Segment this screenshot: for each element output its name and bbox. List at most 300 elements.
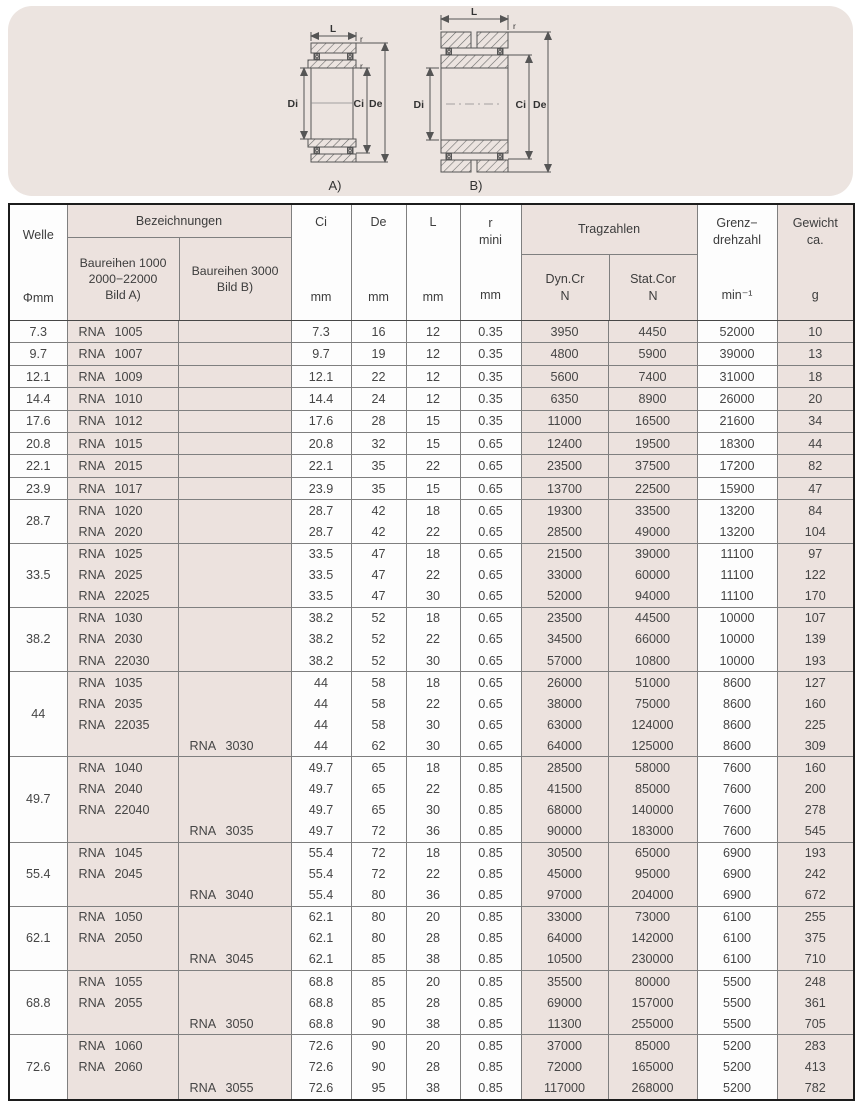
designation-a-cell <box>67 650 178 672</box>
welle-value: 38.2 <box>9 607 67 671</box>
welle-value: 72.6 <box>9 1035 67 1100</box>
welle-value: 14.4 <box>9 388 67 410</box>
grenzdrehzahl-value: 5200 <box>697 1057 777 1078</box>
l-value: 12 <box>406 365 460 387</box>
dyn-cr-value: 63000 <box>521 714 608 735</box>
designation-prefix: RNA <box>78 1060 106 1075</box>
grenzdrehzahl-value: 10000 <box>697 607 777 629</box>
col-gewicht: Gewicht ca. g <box>777 204 854 321</box>
designation-b-cell <box>178 992 291 1013</box>
designation-number: 1040 <box>114 760 143 775</box>
col-de: De mm <box>351 204 406 321</box>
table-row <box>9 629 854 650</box>
stat-cor-value: 183000 <box>608 820 697 842</box>
welle-group <box>9 410 854 432</box>
de-value: 65 <box>351 757 406 779</box>
stat-cor-value: 140000 <box>608 799 697 820</box>
stat-cor-value: 10800 <box>608 650 697 672</box>
welle-group <box>9 388 854 410</box>
l-value: 38 <box>406 949 460 971</box>
de-value: 52 <box>351 629 406 650</box>
r-mini-value: 0.65 <box>460 693 521 714</box>
l-value: 18 <box>406 757 460 779</box>
grenzdrehzahl-value: 7600 <box>697 820 777 842</box>
designation-b-cell <box>178 455 291 477</box>
stat-cor-value: 4450 <box>608 321 697 343</box>
dim-label-l: L <box>329 24 337 35</box>
de-value: 62 <box>351 735 406 757</box>
welle-group <box>9 842 854 906</box>
welle-value: 33.5 <box>9 543 67 607</box>
welle-value: 22.1 <box>9 455 67 477</box>
dyn-cr-value: 11300 <box>521 1013 608 1035</box>
l-value: 15 <box>406 477 460 499</box>
designation-a-cell <box>67 521 178 543</box>
gewicht-value: 225 <box>777 714 854 735</box>
welle-value: 68.8 <box>9 971 67 1035</box>
grenzdrehzahl-value: 6900 <box>697 842 777 864</box>
designation-number: 1015 <box>114 436 143 451</box>
gewicht-value: 82 <box>777 455 854 477</box>
dyn-cr-value: 64000 <box>521 735 608 757</box>
r-mini-value: 0.35 <box>460 343 521 365</box>
de-value: 47 <box>351 586 406 608</box>
welle-group <box>9 455 854 477</box>
gewicht-value: 278 <box>777 799 854 820</box>
gewicht-value: 84 <box>777 500 854 522</box>
l-value: 12 <box>406 343 460 365</box>
dyn-cr-value: 68000 <box>521 799 608 820</box>
welle-value: 49.7 <box>9 757 67 842</box>
grenzdrehzahl-value: 26000 <box>697 388 777 410</box>
designation-number: 1005 <box>114 324 143 339</box>
r-mini-value: 0.65 <box>460 650 521 672</box>
dyn-cr-value: 21500 <box>521 543 608 565</box>
table-row <box>9 672 854 694</box>
stat-cor-value: 80000 <box>608 971 697 993</box>
designation-prefix: RNA <box>78 589 106 604</box>
diagram-a <box>288 24 389 193</box>
designation-b-cell <box>178 343 291 365</box>
designation-prefix: RNA <box>78 481 106 496</box>
ci-value: 68.8 <box>291 1013 351 1035</box>
l-value: 20 <box>406 971 460 993</box>
de-value: 85 <box>351 949 406 971</box>
col-ci: Ci mm <box>291 204 351 321</box>
dyn-cr-value: 41500 <box>521 778 608 799</box>
table-row <box>9 778 854 799</box>
designation-b-cell <box>178 971 291 993</box>
l-value: 22 <box>406 565 460 586</box>
table-row <box>9 693 854 714</box>
dim-label-r: r <box>360 34 363 44</box>
designation-prefix: RNA <box>78 414 106 429</box>
designation-number: 3055 <box>225 1081 254 1096</box>
grenzdrehzahl-value: 5200 <box>697 1078 777 1100</box>
designation-b-cell <box>178 388 291 410</box>
dyn-cr-value: 3950 <box>521 321 608 343</box>
designation-a-cell <box>67 343 178 365</box>
designation-a-cell <box>67 565 178 586</box>
grenzdrehzahl-value: 17200 <box>697 455 777 477</box>
designation-a-cell <box>67 842 178 864</box>
designation-b-cell <box>178 885 291 907</box>
designation-number: 2055 <box>114 995 143 1010</box>
table-row <box>9 885 854 907</box>
de-value: 90 <box>351 1035 406 1057</box>
designation-prefix: RNA <box>78 459 106 474</box>
de-value: 22 <box>351 365 406 387</box>
l-value: 30 <box>406 586 460 608</box>
table-row <box>9 521 854 543</box>
designation-number: 1060 <box>114 1038 143 1053</box>
designation-a-cell <box>67 433 178 455</box>
designation-b-cell <box>178 586 291 608</box>
table-row <box>9 433 854 455</box>
r-mini-value: 0.35 <box>460 410 521 432</box>
r-mini-value: 0.65 <box>460 714 521 735</box>
designation-prefix: RNA <box>78 802 106 817</box>
de-value: 58 <box>351 672 406 694</box>
r-mini-value: 0.35 <box>460 388 521 410</box>
de-value: 16 <box>351 321 406 343</box>
designation-number: 2045 <box>114 867 143 882</box>
de-value: 52 <box>351 650 406 672</box>
stat-cor-value: 142000 <box>608 928 697 949</box>
stat-cor-value: 204000 <box>608 885 697 907</box>
gewicht-value: 104 <box>777 521 854 543</box>
designation-number: 2050 <box>114 931 143 946</box>
designation-a-cell <box>67 714 178 735</box>
designation-b-cell <box>178 1078 291 1100</box>
gewicht-value: 107 <box>777 607 854 629</box>
stat-cor-value: 51000 <box>608 672 697 694</box>
de-value: 24 <box>351 388 406 410</box>
table-row <box>9 906 854 928</box>
col-bezeichnungen <box>67 204 291 321</box>
dyn-cr-value: 12400 <box>521 433 608 455</box>
gewicht-value: 705 <box>777 1013 854 1035</box>
l-value: 18 <box>406 607 460 629</box>
stat-cor-value: 7400 <box>608 365 697 387</box>
designation-b-cell <box>178 672 291 694</box>
ci-value: 7.3 <box>291 321 351 343</box>
stat-cor-value: 8900 <box>608 388 697 410</box>
designation-a-cell <box>67 500 178 522</box>
designation-b-cell <box>178 629 291 650</box>
ci-value: 44 <box>291 714 351 735</box>
ci-value: 33.5 <box>291 586 351 608</box>
ci-value: 28.7 <box>291 500 351 522</box>
de-value: 90 <box>351 1057 406 1078</box>
grenzdrehzahl-value: 52000 <box>697 321 777 343</box>
table-row <box>9 650 854 672</box>
designation-a-cell <box>67 1078 178 1100</box>
ci-value: 49.7 <box>291 757 351 779</box>
r-mini-value: 0.65 <box>460 607 521 629</box>
gewicht-value: 413 <box>777 1057 854 1078</box>
grenzdrehzahl-value: 6900 <box>697 864 777 885</box>
gewicht-value: 139 <box>777 629 854 650</box>
welle-label: Welle <box>22 228 54 242</box>
de-value: 47 <box>351 565 406 586</box>
welle-group <box>9 433 854 455</box>
designation-a-cell <box>67 992 178 1013</box>
designation-a-cell <box>67 455 178 477</box>
de-value: 65 <box>351 778 406 799</box>
stat-cor-value: 125000 <box>608 735 697 757</box>
table-row <box>9 586 854 608</box>
designation-number: 3045 <box>225 952 254 967</box>
de-value: 52 <box>351 607 406 629</box>
welle-value: 28.7 <box>9 500 67 543</box>
header-illustration-panel <box>8 6 853 196</box>
gewicht-value: 672 <box>777 885 854 907</box>
r-mini-value: 0.85 <box>460 864 521 885</box>
designation-number: 1055 <box>114 974 143 989</box>
grenzdrehzahl-value: 11100 <box>697 543 777 565</box>
l-value: 18 <box>406 500 460 522</box>
ci-value: 49.7 <box>291 820 351 842</box>
gewicht-value: 127 <box>777 672 854 694</box>
dim-label-l: L <box>470 7 478 18</box>
r-mini-value: 0.35 <box>460 365 521 387</box>
stat-cor-value: 16500 <box>608 410 697 432</box>
designation-b-cell <box>178 1035 291 1057</box>
l-value: 22 <box>406 629 460 650</box>
col-tragzahlen <box>521 204 697 321</box>
ci-value: 72.6 <box>291 1078 351 1100</box>
l-value: 28 <box>406 992 460 1013</box>
designation-a-cell <box>67 906 178 928</box>
grenzdrehzahl-value: 10000 <box>697 650 777 672</box>
l-value: 38 <box>406 1078 460 1100</box>
designation-number: 22040 <box>114 802 150 817</box>
table-row <box>9 500 854 522</box>
ci-value: 72.6 <box>291 1057 351 1078</box>
designation-b-cell <box>178 864 291 885</box>
ci-value: 49.7 <box>291 799 351 820</box>
dyn-cr-value: 72000 <box>521 1057 608 1078</box>
stat-cor-value: 85000 <box>608 1035 697 1057</box>
designation-b-cell <box>178 607 291 629</box>
designation-b-cell <box>178 842 291 864</box>
ci-value: 33.5 <box>291 565 351 586</box>
gewicht-value: 20 <box>777 388 854 410</box>
designation-number: 3040 <box>225 888 254 903</box>
dim-label-di: Di <box>287 98 298 110</box>
designation-number: 2060 <box>114 1060 143 1075</box>
baureihe-a-label: Baureihen 1000 2000−22000 Bild A) <box>79 255 167 303</box>
ci-value: 44 <box>291 672 351 694</box>
dim-label-ci: Ci <box>515 99 526 111</box>
designation-a-cell <box>67 735 178 757</box>
de-value: 65 <box>351 799 406 820</box>
welle-value: 44 <box>9 672 67 757</box>
ci-value: 44 <box>291 693 351 714</box>
designation-a-cell <box>67 693 178 714</box>
dyn-cr-value: 90000 <box>521 820 608 842</box>
dim-label-de: De <box>369 98 383 110</box>
designation-a-cell <box>67 778 178 799</box>
r-mini-value: 0.85 <box>460 778 521 799</box>
l-value: 30 <box>406 799 460 820</box>
l-value: 22 <box>406 693 460 714</box>
stat-cor-value: 33500 <box>608 500 697 522</box>
r-mini-value: 0.65 <box>460 521 521 543</box>
designation-b-cell <box>178 521 291 543</box>
grenzdrehzahl-value: 13200 <box>697 500 777 522</box>
stat-cor-value: 39000 <box>608 543 697 565</box>
dyn-cr-value: 19300 <box>521 500 608 522</box>
l-value: 18 <box>406 672 460 694</box>
designation-a-cell <box>67 321 178 343</box>
designation-a-cell <box>67 949 178 971</box>
gewicht-value: 361 <box>777 992 854 1013</box>
de-value: 28 <box>351 410 406 432</box>
dim-label-r: r <box>360 61 363 71</box>
l-value: 18 <box>406 543 460 565</box>
gewicht-value: 13 <box>777 343 854 365</box>
l-value: 20 <box>406 1035 460 1057</box>
designation-prefix: RNA <box>78 760 106 775</box>
designation-number: 2025 <box>114 568 143 583</box>
grenzdrehzahl-value: 5500 <box>697 992 777 1013</box>
dim-label-de: De <box>533 99 547 111</box>
r-mini-value: 0.65 <box>460 543 521 565</box>
stat-cor-value: 124000 <box>608 714 697 735</box>
ci-value: 23.9 <box>291 477 351 499</box>
stat-cor-value: 66000 <box>608 629 697 650</box>
dyn-cr-value: 28500 <box>521 521 608 543</box>
designation-number: 1012 <box>114 414 143 429</box>
designation-b-cell <box>178 410 291 432</box>
designation-prefix: RNA <box>78 568 106 583</box>
dyn-cr-value: 52000 <box>521 586 608 608</box>
designation-number: 1035 <box>114 675 143 690</box>
ci-value: 49.7 <box>291 778 351 799</box>
designation-number: 2035 <box>114 696 143 711</box>
designation-a-cell <box>67 586 178 608</box>
designation-prefix: RNA <box>78 436 106 451</box>
designation-prefix: RNA <box>78 867 106 882</box>
designation-a-cell <box>67 1013 178 1035</box>
l-value: 15 <box>406 410 460 432</box>
designation-number: 22030 <box>114 653 150 668</box>
table-row <box>9 820 854 842</box>
table-row <box>9 757 854 779</box>
designation-a-cell <box>67 885 178 907</box>
grenzdrehzahl-value: 8600 <box>697 693 777 714</box>
gewicht-value: 34 <box>777 410 854 432</box>
de-value: 47 <box>351 543 406 565</box>
dyn-cr-value: 69000 <box>521 992 608 1013</box>
gewicht-value: 193 <box>777 650 854 672</box>
grenzdrehzahl-value: 8600 <box>697 672 777 694</box>
dim-label-r: r <box>513 21 516 31</box>
dyn-cr-value: 35500 <box>521 971 608 993</box>
r-mini-value: 0.65 <box>460 477 521 499</box>
designation-number: 1017 <box>114 481 143 496</box>
r-mini-value: 0.85 <box>460 820 521 842</box>
table-row <box>9 565 854 586</box>
designation-prefix: RNA <box>189 738 217 753</box>
grenzdrehzahl-value: 13200 <box>697 521 777 543</box>
grenzdrehzahl-value: 10000 <box>697 629 777 650</box>
gewicht-value: 170 <box>777 586 854 608</box>
gewicht-value: 710 <box>777 949 854 971</box>
ci-value: 38.2 <box>291 650 351 672</box>
designation-prefix: RNA <box>78 653 106 668</box>
designation-a-cell <box>67 757 178 779</box>
welle-group <box>9 1035 854 1100</box>
gewicht-value: 193 <box>777 842 854 864</box>
dyn-cr-value: 34500 <box>521 629 608 650</box>
stat-cor-value: 60000 <box>608 565 697 586</box>
stat-cor-value: 165000 <box>608 1057 697 1078</box>
r-mini-value: 0.85 <box>460 842 521 864</box>
designation-number: 2015 <box>114 459 143 474</box>
table-row <box>9 410 854 432</box>
designation-prefix: RNA <box>78 632 106 647</box>
l-value: 15 <box>406 433 460 455</box>
table-row <box>9 971 854 993</box>
r-mini-value: 0.85 <box>460 1057 521 1078</box>
dyn-cr-value: 26000 <box>521 672 608 694</box>
gewicht-value: 375 <box>777 928 854 949</box>
designation-b-cell <box>178 778 291 799</box>
de-value: 90 <box>351 1013 406 1035</box>
designation-b-cell <box>178 433 291 455</box>
designation-b-cell <box>178 906 291 928</box>
dyn-cr-value: 33000 <box>521 565 608 586</box>
ci-value: 17.6 <box>291 410 351 432</box>
designation-a-cell <box>67 410 178 432</box>
gewicht-value: 309 <box>777 735 854 757</box>
r-mini-value: 0.65 <box>460 500 521 522</box>
ci-value: 68.8 <box>291 992 351 1013</box>
table-row <box>9 1013 854 1035</box>
table-row <box>9 1057 854 1078</box>
grenzdrehzahl-value: 6100 <box>697 949 777 971</box>
designation-b-cell <box>178 949 291 971</box>
stat-cor-value: 73000 <box>608 906 697 928</box>
r-mini-value: 0.85 <box>460 928 521 949</box>
designation-b-cell <box>178 714 291 735</box>
designation-prefix: RNA <box>78 1038 106 1053</box>
welle-group <box>9 477 854 499</box>
dyn-cr-label: Dyn.Cr N <box>545 271 585 303</box>
stat-cor-value: 230000 <box>608 949 697 971</box>
dyn-cr-value: 28500 <box>521 757 608 779</box>
de-value: 42 <box>351 500 406 522</box>
grenzdrehzahl-value: 7600 <box>697 757 777 779</box>
gewicht-value: 782 <box>777 1078 854 1100</box>
ci-value: 55.4 <box>291 885 351 907</box>
table-row <box>9 365 854 387</box>
designation-b-cell <box>178 693 291 714</box>
de-value: 95 <box>351 1078 406 1100</box>
de-value: 80 <box>351 885 406 907</box>
designation-a-cell <box>67 820 178 842</box>
table-row <box>9 477 854 499</box>
ci-value: 33.5 <box>291 543 351 565</box>
gewicht-value: 18 <box>777 365 854 387</box>
welle-value: 9.7 <box>9 343 67 365</box>
designation-number: 1009 <box>114 369 143 384</box>
stat-cor-value: 157000 <box>608 992 697 1013</box>
stat-cor-value: 49000 <box>608 521 697 543</box>
